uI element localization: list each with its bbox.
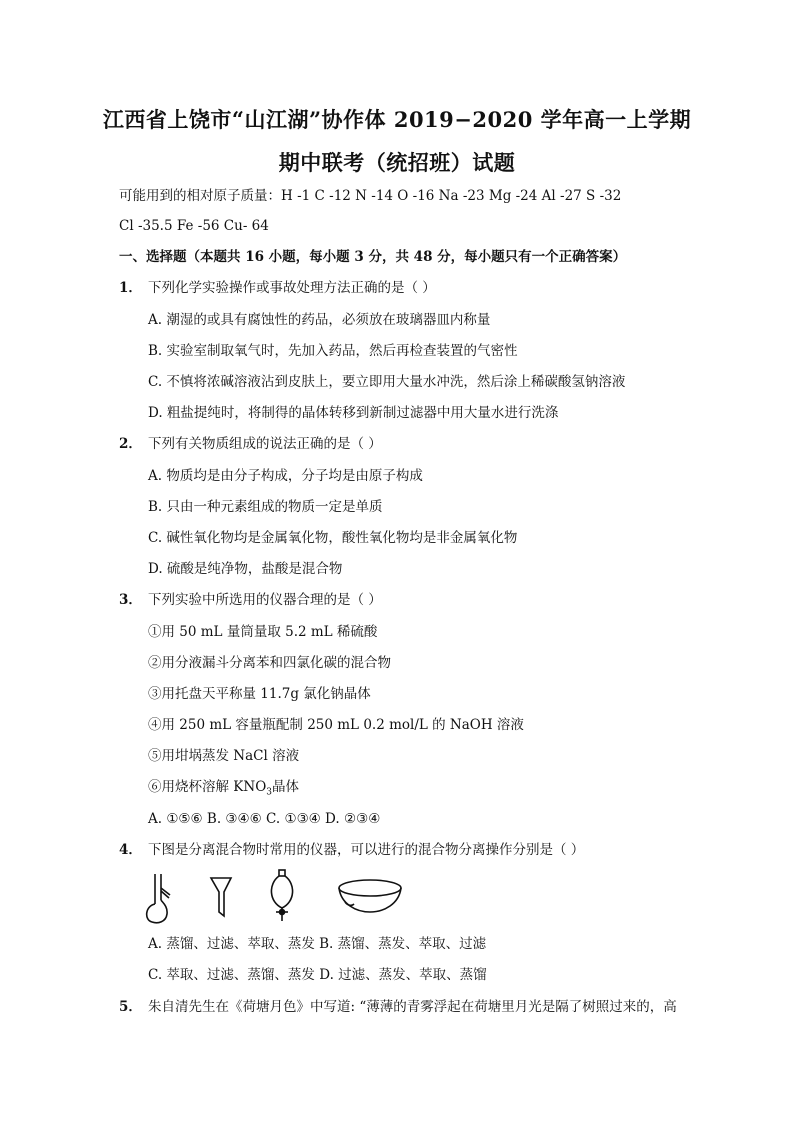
question-3-item-2: ②用分液漏斗分离苯和四氯化碳的混合物	[148, 655, 391, 671]
question-5-stem: 朱自清先生在《荷塘月色》中写道: “薄薄的青雾浮起在荷塘里月光是隔了树照过来的，高	[148, 999, 677, 1015]
question-3-stem: 下列实验中所选用的仪器合理的是（ ）	[148, 592, 382, 608]
question-1-option-b: B. 实验室制取氧气时，先加入药品，然后再检查装置的气密性	[148, 343, 518, 359]
question-2-option-b: B. 只由一种元素组成的物质一定是单质	[148, 499, 383, 515]
separatory-funnel-icon	[271, 870, 292, 921]
atomic-mass-line1: 可能用到的相对原子质量：H -1 C -12 N -14 O -16 Na -23 Mg -24 Al -27 S -32	[119, 188, 622, 204]
section-heading: 一、选择题（本题共 16 小题，每小题 3 分，共 48 分，每小题只有一个正确答案）	[119, 249, 627, 265]
question-4-options-cd: C. 萃取、过滤、蒸馏、蒸发 D. 过滤、蒸发、萃取、蒸馏	[148, 967, 487, 983]
question-3-item-6-subscript: 3	[266, 787, 272, 798]
question-3-item-3: ③用托盘天平称量 11.7g 氯化钠晶体	[148, 686, 371, 702]
question-2-option-d: D. 硫酸是纯净物，盐酸是混合物	[148, 561, 343, 577]
apparatus-figure	[140, 868, 440, 924]
page-title-line1: 江西省上饶市“山江湖”协作体 2019−2020 学年高一上学期	[102, 107, 692, 132]
page-title-line2: 期中联考（统招班）试题	[278, 150, 516, 175]
question-2-option-a: A. 物质均是由分子构成，分子均是由原子构成	[148, 468, 423, 484]
question-4-number: 4．	[119, 842, 142, 858]
question-1-option-a: A. 潮湿的或具有腐蚀性的药品，必须放在玻璃器皿内称量	[148, 312, 491, 328]
question-2-stem: 下列有关物质组成的说法正确的是（ ）	[148, 436, 382, 452]
question-5-number: 5．	[119, 999, 142, 1015]
question-3-number: 3．	[119, 592, 142, 608]
question-3-item-4: ④用 250 mL 容量瓶配制 250 mL 0.2 mol/L 的 NaOH 溶液	[148, 717, 524, 733]
question-1-option-c: C. 不慎将浓碱溶液沾到皮肤上，要立即用大量水冲洗，然后涂上稀碳酸氢钠溶液	[148, 374, 626, 390]
question-1-stem: 下列化学实验操作或事故处理方法正确的是（ ）	[148, 280, 436, 296]
distillation-flask-icon	[147, 874, 170, 923]
funnel-icon	[211, 878, 231, 916]
question-1-number: 1．	[119, 280, 142, 296]
question-3-item-6	[148, 778, 299, 802]
question-3-item-5: ⑤用坩埚蒸发 NaCl 溶液	[148, 748, 300, 764]
question-3-item-6-suffix: 晶体	[272, 779, 299, 795]
question-3-item-6-prefix: ⑥用烧杯溶解 KNO	[148, 779, 267, 795]
question-2-option-c: C. 碱性氧化物均是金属氧化物，酸性氧化物均是非金属氧化物	[148, 530, 518, 546]
question-4-options-ab: A. 蒸馏、过滤、萃取、蒸发 B. 蒸馏、蒸发、萃取、过滤	[148, 936, 487, 952]
question-4-stem: 下图是分离混合物时常用的仪器，可以进行的混合物分离操作分别是（ ）	[148, 842, 585, 858]
evaporating-dish-icon	[339, 880, 401, 912]
question-1-option-d: D. 粗盐提纯时，将制得的晶体转移到新制过滤器中用大量水进行洗涤	[148, 405, 559, 421]
question-3-choices: A. ①⑤⑥ B. ③④⑥ C. ①③④ D. ②③④	[148, 811, 381, 827]
atomic-mass-line2: Cl -35.5 Fe -56 Cu- 64	[119, 218, 269, 234]
question-2-number: 2．	[119, 436, 142, 452]
question-3-item-1: ①用 50 mL 量筒量取 5.2 mL 稀硫酸	[148, 624, 378, 640]
